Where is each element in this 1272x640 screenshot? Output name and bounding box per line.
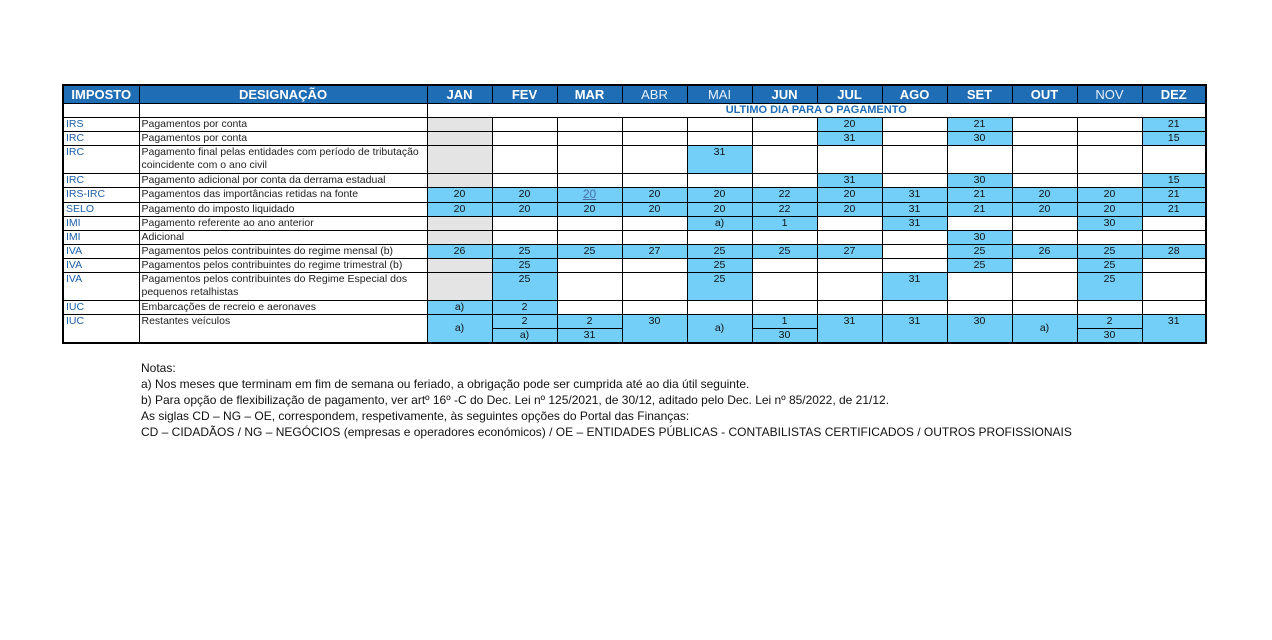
designation-cell: Pagamento referente ao ano anterior — [139, 217, 427, 231]
deadline-cell: 26 — [427, 245, 492, 259]
deadline-cell: a) — [492, 329, 557, 344]
deadline-cell — [427, 132, 492, 146]
col-header-month: JUL — [817, 85, 882, 104]
deadline-cell — [427, 217, 492, 231]
deadline-cell — [817, 259, 882, 273]
deadline-cell: 20 — [557, 203, 622, 217]
col-header-month: JAN — [427, 85, 492, 104]
deadline-cell — [1142, 146, 1206, 174]
table-row — [63, 231, 1206, 245]
deadline-cell: 25 — [687, 245, 752, 259]
deadline-cell — [687, 132, 752, 146]
deadline-cell — [622, 301, 687, 315]
table-row — [63, 174, 1206, 188]
deadline-cell: 31 — [882, 188, 947, 203]
deadline-cell: 31 — [817, 174, 882, 188]
deadline-cell — [557, 273, 622, 301]
deadline-cell — [427, 259, 492, 273]
table-row — [63, 301, 1206, 315]
deadline-cell — [557, 174, 622, 188]
deadline-cell: 15 — [1142, 132, 1206, 146]
col-header-designacao: DESIGNAÇÃO — [139, 85, 427, 104]
designation-cell: Pagamentos por conta — [139, 132, 427, 146]
deadline-cell: 31 — [882, 273, 947, 301]
deadline-cell — [1142, 217, 1206, 231]
deadline-cell: 27 — [817, 245, 882, 259]
deadline-cell: a) — [1012, 315, 1077, 344]
deadline-cell — [1012, 174, 1077, 188]
deadline-cell: 31 — [882, 315, 947, 344]
designation-cell: Pagamentos pelos contribuintes do regime mensal (b) — [139, 245, 427, 259]
deadline-cell — [427, 146, 492, 174]
deadline-cell — [622, 132, 687, 146]
deadline-cell: 20 — [1077, 203, 1142, 217]
deadline-cell — [947, 301, 1012, 315]
deadline-cell — [882, 174, 947, 188]
deadline-cell: 30 — [947, 315, 1012, 344]
deadline-cell: 20 — [817, 188, 882, 203]
deadline-cell — [817, 231, 882, 245]
deadline-cell — [622, 231, 687, 245]
table-row — [63, 118, 1206, 132]
deadline-cell — [1012, 132, 1077, 146]
deadline-cell: 31 — [687, 146, 752, 174]
deadline-cell: 1 — [752, 217, 817, 231]
deadline-cell — [687, 118, 752, 132]
deadline-cell: 2 — [1077, 315, 1142, 329]
deadline-cell — [882, 301, 947, 315]
deadline-cell — [1142, 231, 1206, 245]
designation-cell: Embarcações de recreio e aeronaves — [139, 301, 427, 315]
table-row — [63, 146, 1206, 174]
deadline-cell: 20 — [687, 203, 752, 217]
deadline-cell: 30 — [947, 174, 1012, 188]
deadline-cell — [622, 174, 687, 188]
deadline-cell — [1012, 301, 1077, 315]
deadline-cell: 2 — [557, 315, 622, 329]
deadline-cell: 30 — [622, 315, 687, 344]
col-header-month: NOV — [1077, 85, 1142, 104]
deadline-cell: 25 — [947, 259, 1012, 273]
deadline-cell: 20 — [622, 188, 687, 203]
deadline-cell — [752, 146, 817, 174]
deadline-cell: 25 — [492, 259, 557, 273]
table-row — [63, 259, 1206, 273]
deadline-cell: 31 — [557, 329, 622, 344]
tax-code-cell: IMI — [63, 217, 139, 231]
deadline-cell: 21 — [947, 118, 1012, 132]
deadline-cell — [1012, 273, 1077, 301]
deadline-cell — [752, 118, 817, 132]
note-a: a) Nos meses que terminam em fim de semana ou feriado, a obrigação pode ser cumprida até ao dia útil seguinte. — [141, 377, 750, 391]
deadline-cell — [882, 259, 947, 273]
deadline-cell — [882, 132, 947, 146]
col-header-month: SET — [947, 85, 1012, 104]
deadline-cell: 22 — [752, 203, 817, 217]
deadline-cell: 20 — [622, 203, 687, 217]
deadline-cell — [882, 146, 947, 174]
tax-code-cell: IRC — [63, 174, 139, 188]
deadline-cell — [1142, 301, 1206, 315]
deadline-cell: 20 — [1077, 188, 1142, 203]
deadline-cell — [817, 273, 882, 301]
tax-code-cell: IVA — [63, 245, 139, 259]
deadline-cell — [492, 231, 557, 245]
deadline-cell — [557, 301, 622, 315]
header-row — [63, 85, 1206, 104]
deadline-cell: 25 — [1077, 245, 1142, 259]
deadline-cell: 20 — [687, 188, 752, 203]
deadline-cell — [1077, 231, 1142, 245]
deadline-cell: 25 — [687, 273, 752, 301]
deadline-cell — [687, 231, 752, 245]
table-row — [63, 217, 1206, 231]
tax-code-cell: SELO — [63, 203, 139, 217]
deadline-cell — [752, 132, 817, 146]
col-header-month: ABR — [622, 85, 687, 104]
designation-cell: Pagamentos por conta — [139, 118, 427, 132]
deadline-cell — [427, 174, 492, 188]
deadline-cell: 2 — [492, 301, 557, 315]
deadline-cell: 21 — [1142, 203, 1206, 217]
deadline-cell — [427, 273, 492, 301]
deadline-cell — [557, 259, 622, 273]
deadline-cell — [1077, 301, 1142, 315]
tax-code-cell: IUC — [63, 315, 139, 344]
deadline-cell: 25 — [752, 245, 817, 259]
deadline-cell — [622, 217, 687, 231]
deadline-cell: 20 — [427, 188, 492, 203]
deadline-cell — [1012, 146, 1077, 174]
designation-cell: Pagamentos pelos contribuintes do Regime Especial dos pequenos retalhistas — [139, 273, 427, 301]
deadline-cell — [1077, 132, 1142, 146]
deadline-cell: 25 — [947, 245, 1012, 259]
tax-code-cell: IRC — [63, 132, 139, 146]
table-row — [63, 273, 1206, 301]
deadline-cell — [557, 146, 622, 174]
deadline-cell: 28 — [1142, 245, 1206, 259]
deadline-cell: 20 — [492, 203, 557, 217]
note-portal-options: CD – CIDADÃOS / NG – NEGÓCIOS (empresas e operadores económicos) / OE – ENTIDADES PÚBLICAS - CONTABILISTAS CERTIFICADOS / OUTROS PROFISSIONAIS — [141, 425, 1072, 439]
deadline-cell — [687, 301, 752, 315]
deadline-cell — [622, 259, 687, 273]
col-header-month: JUN — [752, 85, 817, 104]
deadline-cell: 30 — [947, 132, 1012, 146]
deadline-cell: 20 — [1012, 203, 1077, 217]
deadline-cell — [752, 273, 817, 301]
col-header-month: DEZ — [1142, 85, 1206, 104]
subheader-label: ÚLTIMO DIA PARA O PAGAMENTO — [427, 104, 1206, 118]
deadline-cell: 25 — [1077, 273, 1142, 301]
tax-code-cell: IRS-IRC — [63, 188, 139, 203]
deadline-cell — [1012, 259, 1077, 273]
table-row — [63, 245, 1206, 259]
deadline-cell — [492, 174, 557, 188]
deadline-cell: 15 — [1142, 174, 1206, 188]
deadline-cell — [557, 217, 622, 231]
deadline-cell: 30 — [752, 329, 817, 344]
deadline-cell: 25 — [492, 245, 557, 259]
deadline-cell — [1077, 174, 1142, 188]
col-header-month: FEV — [492, 85, 557, 104]
deadline-cell: 21 — [947, 203, 1012, 217]
deadline-cell — [882, 118, 947, 132]
subheader-row — [63, 104, 1206, 118]
deadline-link[interactable]: 20 — [582, 187, 597, 201]
deadline-cell — [817, 301, 882, 315]
deadline-cell: 31 — [1142, 315, 1206, 344]
deadline-cell: 27 — [622, 245, 687, 259]
col-header-month: MAR — [557, 85, 622, 104]
table-row — [63, 132, 1206, 146]
col-header-month: MAI — [687, 85, 752, 104]
deadline-cell — [882, 231, 947, 245]
deadline-cell — [1012, 217, 1077, 231]
deadline-cell: 31 — [817, 132, 882, 146]
note-siglas: As siglas CD – NG – OE, correspondem, respetivamente, às seguintes opções do Portal das Finanças: — [141, 409, 690, 423]
designation-cell: Pagamentos pelos contribuintes do regime trimestral (b) — [139, 259, 427, 273]
deadline-cell: 20 — [817, 203, 882, 217]
deadline-cell: 20 — [817, 118, 882, 132]
deadline-cell: 2 — [492, 315, 557, 329]
deadline-cell — [557, 132, 622, 146]
tax-code-cell: IMI — [63, 231, 139, 245]
deadline-cell: a) — [687, 217, 752, 231]
deadline-cell — [752, 231, 817, 245]
deadline-cell: 22 — [752, 188, 817, 203]
deadline-cell: 25 — [1077, 259, 1142, 273]
designation-cell: Adicional — [139, 231, 427, 245]
deadline-cell — [557, 118, 622, 132]
deadline-cell: 26 — [1012, 245, 1077, 259]
col-header-month: AGO — [882, 85, 947, 104]
table-row — [63, 188, 1206, 203]
designation-cell: Pagamentos das importâncias retidas na fonte — [139, 188, 427, 203]
deadline-cell — [882, 245, 947, 259]
deadline-cell — [1142, 273, 1206, 301]
deadline-cell — [492, 118, 557, 132]
deadline-cell: 20 — [1012, 188, 1077, 203]
deadline-cell: 31 — [817, 315, 882, 344]
deadline-cell — [492, 146, 557, 174]
deadline-cell — [1142, 259, 1206, 273]
notes-title: Notas: — [141, 361, 176, 375]
deadline-cell — [622, 146, 687, 174]
subheader-empty — [139, 104, 427, 118]
tax-code-cell: IUC — [63, 301, 139, 315]
deadline-cell — [752, 174, 817, 188]
deadline-cell — [947, 146, 1012, 174]
deadline-cell: 20 — [492, 188, 557, 203]
deadline-cell — [1012, 118, 1077, 132]
deadline-cell — [817, 146, 882, 174]
deadline-cell: 30 — [1077, 217, 1142, 231]
deadline-cell — [427, 118, 492, 132]
deadline-cell — [1077, 118, 1142, 132]
deadline-cell: a) — [427, 315, 492, 344]
deadline-cell — [557, 188, 622, 203]
deadline-cell — [817, 217, 882, 231]
tax-code-cell: IRS — [63, 118, 139, 132]
deadline-cell: 21 — [947, 188, 1012, 203]
designation-cell: Pagamento do imposto liquidado — [139, 203, 427, 217]
deadline-cell: a) — [687, 315, 752, 344]
deadline-cell: 30 — [1077, 329, 1142, 344]
table-row — [63, 315, 1206, 329]
deadline-cell — [1077, 146, 1142, 174]
designation-cell: Restantes veículos — [139, 315, 427, 344]
col-header-month: OUT — [1012, 85, 1077, 104]
col-header-imposto: IMPOSTO — [63, 85, 139, 104]
notes-block — [141, 360, 1072, 440]
deadline-cell: 25 — [557, 245, 622, 259]
deadline-cell: 31 — [882, 203, 947, 217]
deadline-cell: 25 — [492, 273, 557, 301]
tax-code-cell: IRC — [63, 146, 139, 174]
deadline-cell: 31 — [882, 217, 947, 231]
designation-cell: Pagamento final pelas entidades com período de tributação coincidente com o ano civil — [139, 146, 427, 174]
designation-cell: Pagamento adicional por conta da derrama estadual — [139, 174, 427, 188]
subheader-empty — [63, 104, 139, 118]
table-row — [63, 203, 1206, 217]
tax-code-cell: IVA — [63, 273, 139, 301]
note-b: b) Para opção de flexibilização de pagamento, ver artº 16º -C do Dec. Lei nº 125/2021, de 30/12, aditado pelo Dec. Lei nº 85/2022, de 21/12. — [141, 393, 890, 407]
deadline-cell: 21 — [1142, 188, 1206, 203]
deadline-cell: 1 — [752, 315, 817, 329]
deadline-cell: 25 — [687, 259, 752, 273]
deadline-cell — [687, 174, 752, 188]
deadline-cell — [492, 217, 557, 231]
deadline-cell: 20 — [427, 203, 492, 217]
deadline-cell — [947, 217, 1012, 231]
deadline-cell — [752, 259, 817, 273]
tax-calendar-table — [62, 84, 1207, 344]
deadline-cell — [622, 118, 687, 132]
deadline-cell — [622, 273, 687, 301]
deadline-cell — [557, 231, 622, 245]
tax-code-cell: IVA — [63, 259, 139, 273]
deadline-cell — [947, 273, 1012, 301]
deadline-cell — [1012, 231, 1077, 245]
deadline-cell: 30 — [947, 231, 1012, 245]
deadline-cell — [752, 301, 817, 315]
deadline-cell — [427, 231, 492, 245]
deadline-cell — [492, 132, 557, 146]
deadline-cell: 21 — [1142, 118, 1206, 132]
deadline-cell: a) — [427, 301, 492, 315]
